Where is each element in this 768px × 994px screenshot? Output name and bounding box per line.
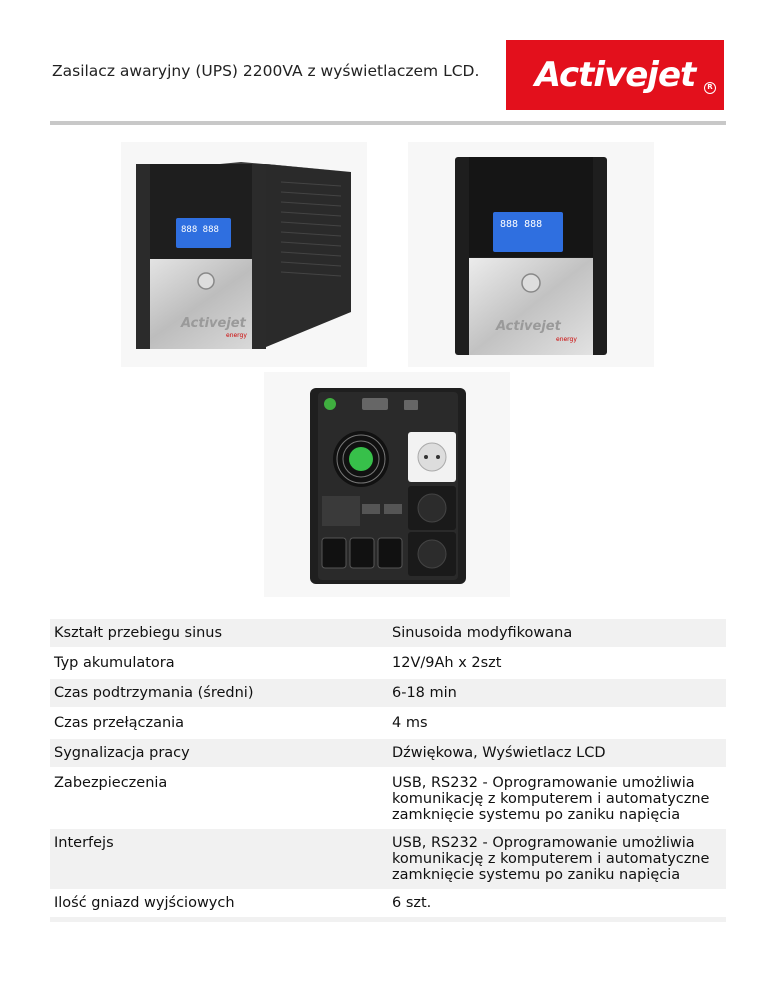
registered-mark-icon: R (704, 82, 716, 94)
spec-label: Ilość gniazd wyjściowych (54, 895, 235, 911)
header-divider (50, 121, 726, 125)
product-title: Zasilacz awaryjny (UPS) 2200VA z wyświetlaczem LCD. (52, 62, 480, 80)
spec-row (50, 619, 726, 647)
serial-port-icon (362, 398, 388, 410)
product-photo-front (408, 142, 654, 367)
earth-icon (324, 398, 336, 410)
product-photo-angle (121, 142, 367, 367)
spec-row (50, 739, 726, 767)
svg-text:energy: energy (226, 332, 247, 339)
usb-port-icon (404, 400, 418, 410)
specs-table (50, 619, 726, 922)
spec-label: Typ akumulatora (54, 655, 175, 671)
spec-row (50, 767, 726, 829)
spec-row (50, 647, 726, 677)
spec-label: Czas podtrzymania (średni) (54, 685, 254, 701)
spec-value: Dźwiękowa, Wyświetlacz LCD (392, 745, 606, 761)
spec-row (50, 889, 726, 922)
svg-text:energy: energy (556, 336, 577, 343)
spec-label: Interfejs (54, 835, 114, 851)
power-button-icon (522, 274, 540, 292)
lcd-display-icon (493, 212, 563, 252)
svg-text:Activejet: Activejet (181, 316, 246, 331)
svg-text:Activejet: Activejet (496, 319, 561, 334)
spec-value: USB, RS232 - Oprogramowanie umożliwia komunikację z komputerem i automatyczne zamknięcie systemu po zaniku napięcia (392, 835, 710, 883)
iec-outlet-icon (378, 538, 402, 568)
spec-value: USB, RS232 - Oprogramowanie umożliwia komunikację z komputerem i automatyczne zamknięcie systemu po zaniku napięcia (392, 775, 710, 823)
spec-row (50, 829, 726, 889)
spec-label: Czas przełączania (54, 715, 185, 731)
svg-text:888 888: 888 888 (500, 219, 543, 230)
spec-value: 4 ms (392, 715, 428, 731)
spec-value: Sinusoida modyfikowana (392, 625, 573, 641)
lcd-text: 888 888 (181, 225, 219, 235)
spec-label: Zabezpieczenia (54, 775, 168, 791)
power-button-icon (198, 273, 214, 289)
spec-value: 12V/9Ah x 2szt (392, 655, 502, 671)
spec-value: 6-18 min (392, 685, 457, 701)
iec-outlet-icon (322, 538, 346, 568)
iec-outlet-icon (350, 538, 374, 568)
product-photo-back (264, 372, 510, 597)
spec-value: 6 szt. (392, 895, 432, 911)
brand-logo-text: Activejet (534, 55, 696, 95)
spec-label: Sygnalizacja pracy (54, 745, 190, 761)
spec-row (50, 679, 726, 707)
brand-logo (506, 40, 724, 110)
page-header (50, 40, 726, 120)
spec-label: Kształt przebiegu sinus (54, 625, 223, 641)
spec-row (50, 707, 726, 737)
